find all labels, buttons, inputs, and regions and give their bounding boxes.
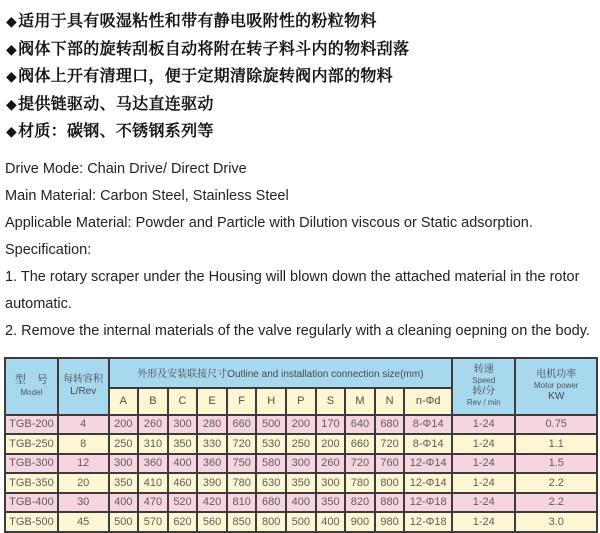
header-model [5,358,58,415]
header-speed-en2: Rev / min [466,398,501,407]
dim-cell: 400 [109,493,139,513]
dim-cell: 850 [227,512,257,532]
feature-text: 材质：碳钢、不锈钢系列等 [18,123,214,140]
dim-header-cell: A [109,388,139,415]
dim-cell: 780 [345,473,375,493]
spec-table-header [5,358,597,415]
header-power-en: Motor power [533,381,579,391]
dim-cell: 400 [286,493,316,513]
power-cell: 2.2 [515,473,597,493]
description-line: Main Material: Carbon Steel, Stainless Steel [5,187,289,204]
dim-cell: 660 [345,434,375,454]
model-cell: TGB-350 [5,473,58,493]
dim-cell: 410 [138,473,168,493]
feature-item [6,63,597,91]
feature-item [6,8,597,36]
dim-cell: 300 [168,415,198,435]
dim-cell: 580 [256,454,286,474]
header-power [515,358,597,415]
dim-cell: 390 [197,473,227,493]
header-power-unit: KW [548,390,565,402]
volume-cell: 30 [58,493,109,513]
header-volume-en: L/Rev [70,386,97,397]
volume-cell: 4 [58,415,109,435]
header-outline: 外形及安装联接尺寸Outline and installation connection size(mm) [109,358,453,388]
dim-cell: 750 [227,454,257,474]
dim-cell: 200 [109,415,139,435]
speed-cell: 1-24 [452,473,515,493]
feature-item [6,91,597,119]
dim-cell: 760 [375,454,405,474]
dim-cell: 470 [138,493,168,513]
dim-cell: 300 [109,454,139,474]
dim-cell: 260 [316,454,346,474]
dim-cell: 8-Φ14 [404,415,452,435]
description-line: 2. Remove the internal materials of the valve regularly with a cleaning oepning on the body. [5,322,590,339]
dim-header-cell: n-Φd [404,388,452,415]
dim-header-cell: P [286,388,316,415]
dim-cell: 900 [345,512,375,532]
dim-cell: 200 [286,415,316,435]
dim-cell: 360 [197,454,227,474]
header-speed [452,358,515,415]
power-cell: 1.1 [515,434,597,454]
power-cell: 2.2 [515,493,597,513]
model-cell: TGB-250 [5,434,58,454]
dim-cell: 800 [375,473,405,493]
feature-text: 适用于具有吸湿粘性和带有静电吸附性的粉粒物料 [18,13,377,30]
table-row [5,454,597,474]
dim-cell: 570 [138,512,168,532]
feature-item [6,36,597,64]
dim-cell: 500 [286,512,316,532]
dim-cell: 420 [197,493,227,513]
dim-cell: 560 [197,512,227,532]
dim-cell: 980 [375,512,405,532]
table-row [5,415,597,435]
description-line: 1. The rotary scraper under the Housing will blown down the attached material in the rotor [5,268,580,285]
table-row [5,434,597,454]
description-list [4,156,597,345]
diamond-bullet-icon: ◆ [6,123,18,139]
header-volume [58,358,109,415]
dim-header-cell: F [227,388,257,415]
power-cell: 3.0 [515,512,597,532]
description-line: Applicable Material: Powder and Particle with Dilution viscous or Static adsorption. [5,214,533,231]
dim-header-cell: S [316,388,346,415]
dim-cell: 620 [168,512,198,532]
volume-cell: 45 [58,512,109,532]
dim-cell: 680 [375,415,405,435]
feature-item [6,118,597,146]
speed-cell: 1-24 [452,454,515,474]
dim-cell: 280 [197,415,227,435]
table-row [5,493,597,513]
feature-text: 阀体上开有清理口，便于定期清除旋转阀内部的物料 [18,68,393,85]
dim-cell: 720 [375,434,405,454]
dim-cell: 880 [375,493,405,513]
dim-cell: 800 [256,512,286,532]
dim-cell: 350 [286,473,316,493]
dim-cell: 630 [256,473,286,493]
dim-cell: 350 [316,493,346,513]
power-cell: 1.5 [515,454,597,474]
dim-cell: 250 [109,434,139,454]
header-power-cn: 电机功率 [536,369,577,381]
dim-cell: 12-Φ14 [404,473,452,493]
description-line: Specification: [5,241,92,258]
model-cell: TGB-400 [5,493,58,513]
dim-header-cell: H [256,388,286,415]
model-cell: TGB-300 [5,454,58,474]
dim-cell: 360 [138,454,168,474]
dim-cell: 720 [227,434,257,454]
diamond-bullet-icon: ◆ [6,95,18,112]
dim-cell: 820 [345,493,375,513]
table-row [5,473,597,493]
dim-header-cell: M [345,388,375,415]
dim-cell: 520 [168,493,198,513]
spec-table [4,357,598,533]
dim-cell: 260 [138,415,168,435]
spec-table-body [5,415,597,532]
dim-cell: 350 [109,473,139,493]
dim-cell: 310 [138,434,168,454]
speed-cell: 1-24 [452,493,515,513]
dim-cell: 330 [197,434,227,454]
dim-cell: 720 [345,454,375,474]
speed-cell: 1-24 [452,415,515,435]
dim-cell: 810 [227,493,257,513]
header-model-en: Model [20,388,43,398]
dim-cell: 12-Φ18 [404,493,452,513]
diamond-bullet-icon: ◆ [6,40,18,57]
volume-cell: 20 [58,473,109,493]
model-cell: TGB-500 [5,512,58,532]
dim-header-cell: C [168,388,198,415]
table-row [5,512,597,532]
dim-cell: 12-Φ14 [404,454,452,474]
feature-list [4,8,597,146]
dim-cell: 680 [256,493,286,513]
dim-cell: 400 [168,454,198,474]
dim-cell: 300 [286,454,316,474]
dim-cell: 250 [286,434,316,454]
dim-cell: 8-Φ14 [404,434,452,454]
dim-header-cell: N [375,388,405,415]
dim-cell: 530 [256,434,286,454]
dim-cell: 300 [316,473,346,493]
diamond-bullet-icon: ◆ [6,68,18,84]
dim-cell: 350 [168,434,198,454]
speed-cell: 1-24 [452,512,515,532]
dim-cell: 640 [345,415,375,435]
header-speed-en: Speed [472,376,496,386]
header-speed-cn2: 转/分 [472,386,496,397]
dim-cell: 170 [316,415,346,435]
volume-cell: 12 [58,454,109,474]
speed-cell: 1-24 [452,434,515,454]
description-line: Drive Mode: Chain Drive/ Direct Drive [5,160,247,177]
dim-cell: 780 [227,473,257,493]
dim-cell: 12-Φ18 [404,512,452,532]
dim-header-cell: E [197,388,227,415]
header-speed-cn: 转速 [473,364,494,376]
dim-cell: 400 [316,512,346,532]
model-cell: TGB-200 [5,415,58,435]
header-model-cn: 型 号 [14,374,48,387]
volume-cell: 8 [58,434,109,454]
description-line: automatic. [5,295,72,312]
dim-cell: 500 [256,415,286,435]
dim-cell: 660 [227,415,257,435]
feature-text: 阀体下部的旋转刮板自动将附在转子料斗内的物料刮落 [18,40,410,58]
header-volume-cn: 每转容积 [63,374,104,385]
dim-header-cell: B [138,388,168,415]
dim-cell: 500 [109,512,139,532]
diamond-bullet-icon: ◆ [6,13,18,29]
power-cell: 0.75 [515,415,597,435]
feature-text: 提供链驱动、马达直连驱动 [18,95,214,113]
dim-cell: 200 [316,434,346,454]
dim-cell: 460 [168,473,198,493]
